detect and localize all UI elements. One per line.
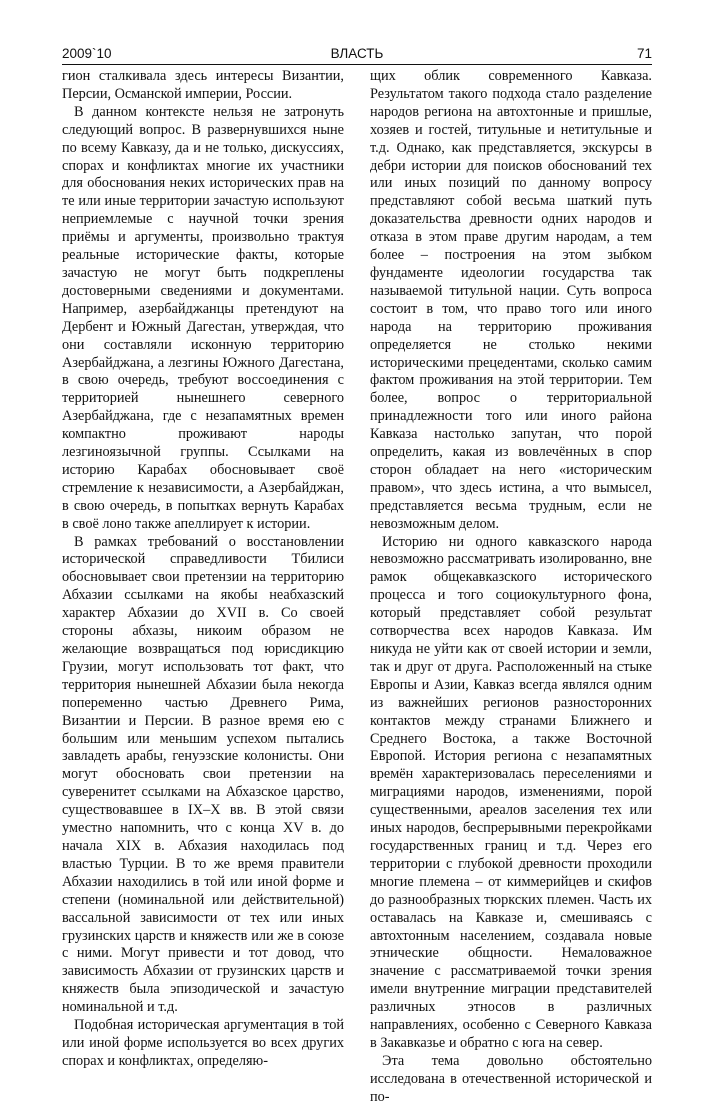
paragraph: Историю ни одного кавказского народа невозможно рассматривать изолированно, вне рамок общекавказского исторического процесса и того социокультурного фона, который представляет собой результат сотворчества всех народов Кавказа. Им никуда не уйти как от своей истории и земли, так и друг от друга. Расположенный на стыке Европы и Азии, Кавказ всегда являлся одним из важнейших регионов разносторонних контактов между странами Ближнего и Среднего Востока, а также Восточной Европой. История региона с незапамятных времён характеризовалась переселениями и миграциями народов, изменениями, порой существенными, ареалов заселения тех или иных народов, беспрерывными перекройками государственных границ и т.д. Через его территории с глубокой древности проходили многие племена – от киммерийцев и скифов до разнообразных тюркских племен. Часть их оставалась на Кавказе и, смешиваясь с автохтонным населением, создавала новые этнические общности. Немаловажное значение с рассматриваемой точки зрения имели внутренние миграции представителей различных этносов в различных направлениях, особенно с Северного Кавказа в Закавказье и обратно с юга на север. [370, 533, 652, 1051]
left-column [62, 68, 344, 1069]
header-rule [62, 64, 652, 65]
right-column [370, 68, 652, 1105]
running-header [62, 46, 652, 64]
paragraph: щих облик современного Кавказа. Результатом такого подхода стало разделение народов региона на автохтонные и пришлые, хозяев и гостей, титульные и нетитульные и т.д. Однако, как представляется, экскурсы в дебри истории для поисков обоснований тех или иных позиций по данному вопросу представляют собой весьма шаткий путь доказательства древности одних народов и отказа в этом праве другим народам, а тем более – построения на этом зыбком фундаменте идеологии государства так называемой титульной нации. Суть вопроса состоит в том, что право того или иного народа на территорию проживания определяется не столько некими историческими прецедентами, сколько самим фактом проживания на этой территории. Тем более, вопрос о территориальной принадлежности того или иного района Кавказа настолько запутан, что порой определить, какая из вовлечённых в спор сторон обладает на него «историческим правом», что здесь истина, а что вымысел, представляется весьма трудным, если не невозможным делом. [370, 68, 652, 532]
paragraph: В данном контексте нельзя не затронуть следующий вопрос. В развернувшихся ныне по всему Кавказу, да и не только, дискуссиях, спорах и конфликтах многие их участники для обоснования неких исторических прав на те или иные территории зачастую используют неприемлемые с научной точки зрения приёмы и аргументы, произвольно трактуя реальные исторические факты, которые зачастую не могут быть подкреплены достоверными сведениями и документами. Например, азербайджанцы претендуют на Дербент и Южный Дагестан, утверждая, что они составляли исконную территорию Азербайджана, а лезгины Южного Дагестана, в свою очередь, требуют воссоединения с территорией нынешнего северного Азербайджана, где с незапамятных времен компактно проживают народы лезгиноязычной группы. Ссылками на историю Карабах обосновывает своё стремление к независимости, а Азербайджан, в свою очередь, в попытках вернуть Карабах в своё лоно также апеллирует к истории. [62, 103, 344, 532]
issue-label: 2009`10 [62, 46, 112, 61]
journal-title: ВЛАСТЬ [330, 46, 384, 61]
page-number: 71 [636, 46, 652, 61]
paragraph: Подобная историческая аргументация в той или иной форме используется во всех других спорах и конфликтах, определяю- [62, 1017, 344, 1069]
paragraph: гион сталкивала здесь интересы Византии, Персии, Османской империи, России. [62, 68, 344, 102]
paragraph: В рамках требований о восстановлении исторической справедливости Тбилиси обосновывает свои претензии на территорию Абхазии ссылками на якобы неабхазский характер Абхазии до XVII в. Со своей стороны абхазы, никоим образом не желающие возвращаться под юрисдикцию Грузии, могут использовать тот факт, что территория нынешней Абхазии была некогда попеременно частью Древнего Рима, Византии и Персии. В разное время ею с большим или меньшим успехом пытались завладеть арабы, генуэзские колонисты. Они могут обосновать свои претензии на суверенитет ссылками на Абхазское царство, существовавшее в IX–X вв. В этой связи уместно напомнить, что с конца XV в. до начала XIX в. Абхазия находилась под властью Турции. В то же время правители Абхазии находились в той или иной форме и степени (номинальной или действительной) вассальной зависимости от тех или иных грузинских царств и княжеств или же в союзе с ними. Могут привести и тот довод, что зависимость Абхазии от грузинских царств и княжеств была эпизодической и зачастую номинальной и т.д. [62, 533, 344, 1016]
paragraph: Эта тема довольно обстоятельно исследована в отечественной исторической и по- [370, 1052, 652, 1105]
